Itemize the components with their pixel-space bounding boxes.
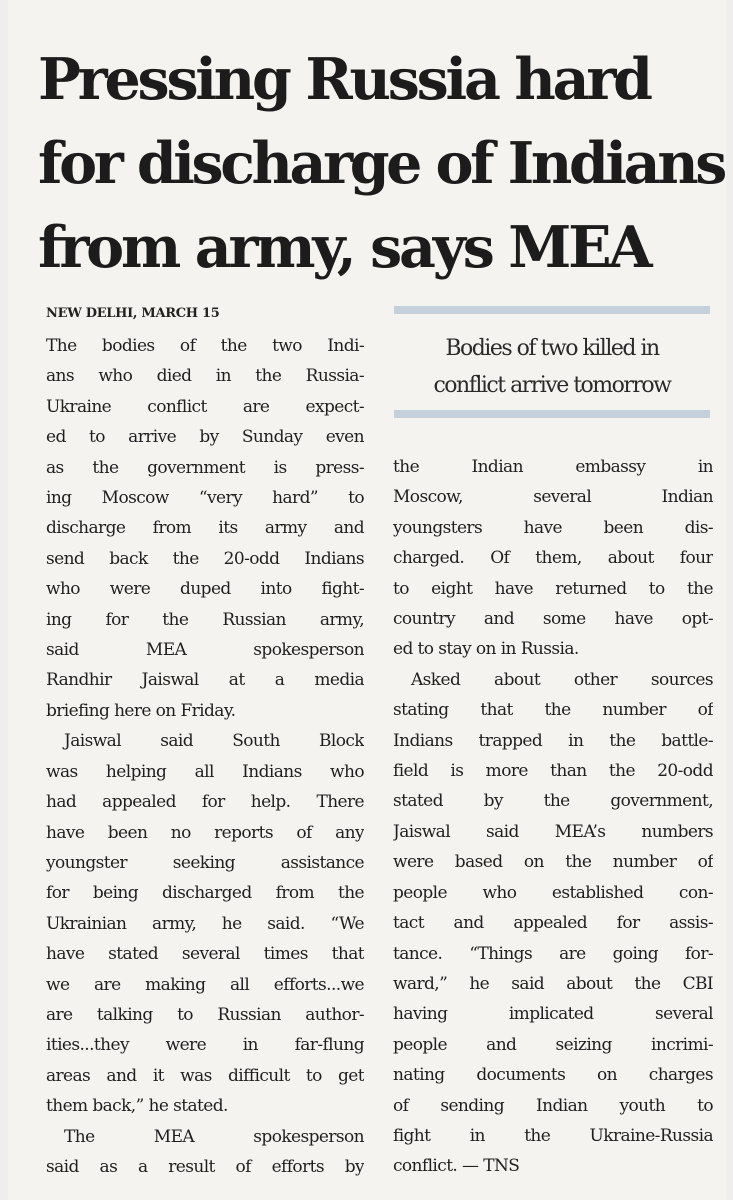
body-line: areas and it was difficult to get [46,1065,364,1086]
body-line: ing for the Russian army, [46,609,364,630]
body-line: said MEA spokesperson [46,640,364,661]
body-line: ing Moscow “very hard” to [46,488,364,509]
body-line: are talking to Russian author- [46,1004,364,1025]
body-column-left [46,331,364,1182]
body-line: to eight have returned to the [393,578,713,599]
body-line: we are making all efforts...we [46,974,364,995]
body-line: stating that the number of [393,700,713,721]
body-line: ities...they were in far-flung [46,1035,364,1056]
body-line: field is more than the 20-odd [393,761,713,782]
body-line: who were duped into fight- [46,579,364,600]
body-line: Asked about other sources [411,669,713,690]
headline-line: for discharge of Indians [38,130,724,197]
body-line: Jaiswal said South Block [64,731,364,752]
body-line: briefing here on Friday. [46,700,236,721]
newspaper-clipping [8,0,726,1200]
body-line: youngsters have been dis- [393,517,713,538]
body-line: youngster seeking assistance [46,852,364,873]
body-line: country and some have opt- [393,609,713,630]
dateline: NEW DELHI, MARCH 15 [46,306,220,321]
body-line: tact and appealed for assis- [393,913,713,934]
body-line: them back,” he stated. [46,1096,228,1117]
body-line: for being discharged from the [46,883,364,904]
body-line: Randhir Jaiswal at a media [46,670,364,691]
body-line: were based on the number of [393,852,713,873]
subhead-rule-bottom [394,410,710,418]
body-line: of sending Indian youth to [393,1095,713,1116]
body-line: as the government is press- [46,457,364,478]
body-line: discharge from its army and [46,518,364,539]
body-line: Ukraine conflict are expect- [46,396,364,417]
body-line: ans who died in the Russia- [46,366,364,387]
body-line: Jaiswal said MEA’s numbers [393,821,713,842]
body-line: The bodies of the two Indi- [46,336,364,356]
body-line: tance. “Things are going for- [393,943,713,964]
body-line: Moscow, several Indian [393,487,713,508]
body-line: stated by the government, [393,791,713,812]
body-column-right [393,452,713,1182]
headline-line: Pressing Russia hard [38,46,650,113]
body-line: had appealed for help. There [46,792,364,813]
body-line: said as a result of efforts by [46,1156,364,1177]
body-line: send back the 20-odd Indians [46,548,364,569]
headline [38,38,728,290]
body-line: fight in the Ukraine-Russia [393,1125,713,1146]
body-line: was helping all Indians who [46,761,364,782]
body-line: the Indian embassy in [393,457,713,477]
body-line: Indians trapped in the battle- [393,730,713,751]
body-line: The MEA spokesperson [64,1126,364,1147]
body-line: charged. Of them, about four [393,548,713,569]
subhead-line: conflict arrive tomorrow [433,373,671,398]
subhead-rule-top [394,306,710,314]
body-line: ward,” he said about the CBI [393,973,713,994]
body-line: conflict. — TNS [393,1156,520,1177]
body-line: ed to stay on in Russia. [393,639,579,660]
body-line: people who established con- [393,882,713,903]
body-line: ed to arrive by Sunday even [46,427,364,448]
body-line: people and seizing incrimi- [393,1034,713,1055]
body-line: Ukrainian army, he said. “We [46,913,364,934]
subhead [392,330,712,404]
body-line: have been no reports of any [46,822,364,843]
body-line: nating documents on charges [393,1065,713,1086]
body-line: having implicated several [393,1004,713,1025]
headline-line: from army, says MEA [38,214,650,281]
body-line: have stated several times that [46,944,364,965]
subhead-line: Bodies of two killed in [445,336,659,361]
